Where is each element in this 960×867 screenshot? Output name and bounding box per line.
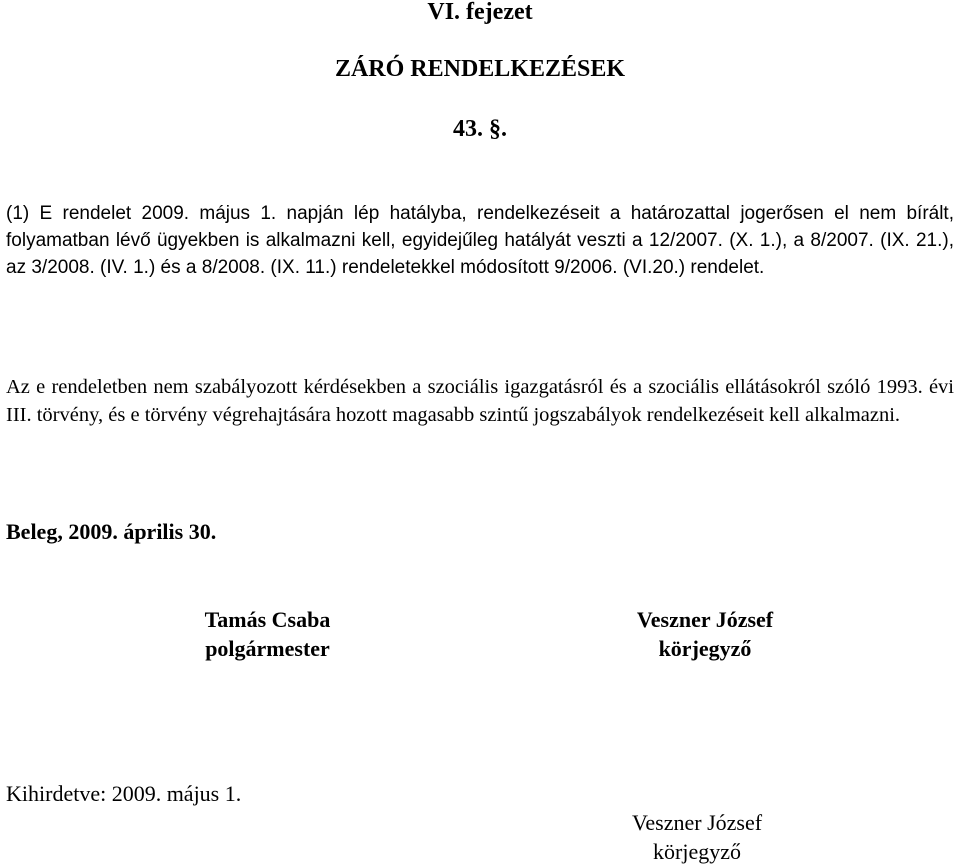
article-number: 43. §. <box>453 116 507 142</box>
signature-block-notary <box>585 605 825 663</box>
signer-name: Tamás Csaba <box>204 607 331 632</box>
signer-name: Veszner József <box>631 810 763 835</box>
place-and-date: Beleg, 2009. április 30. <box>6 519 217 544</box>
chapter-heading: VI. fejezet <box>427 0 533 25</box>
announcement-signature <box>572 808 822 866</box>
section-title: ZÁRÓ RENDELKEZÉSEK <box>334 56 626 82</box>
signer-title: polgármester <box>205 636 330 661</box>
signer-title: körjegyző <box>653 839 741 864</box>
signature-block-mayor <box>150 605 385 663</box>
paragraph-effective-date: (1) E rendelet 2009. május 1. napján lép hatályba, rendelkezéseit a határozattal jogerősen el nem bírált, folyamatban lévő ügyekben is alkalmazni kell, egyidejűleg hatályát veszti a 12/2007. (X. 1.), a 8/2007. (IX. 21.), az 3/2008. (IV. 1.) és a 8/2008. (IX. 11.) rendeletekkel módosított 9/2006. (VI.20.) rendelet. <box>6 203 954 278</box>
paragraph-applicable-law: Az e rendeletben nem szabályozott kérdésekben a szociális igazgatásról és a szociális ellátásokról szóló 1993. évi III. törvény, és e törvény végrehajtására hozott magasabb szintű jogszabályok rendelkezéseit kell alkalmazni. <box>6 376 954 426</box>
announcement-date: Kihirdetve: 2009. május 1. <box>6 781 242 806</box>
signer-title: körjegyző <box>658 636 752 661</box>
signer-name: Veszner József <box>636 607 774 632</box>
